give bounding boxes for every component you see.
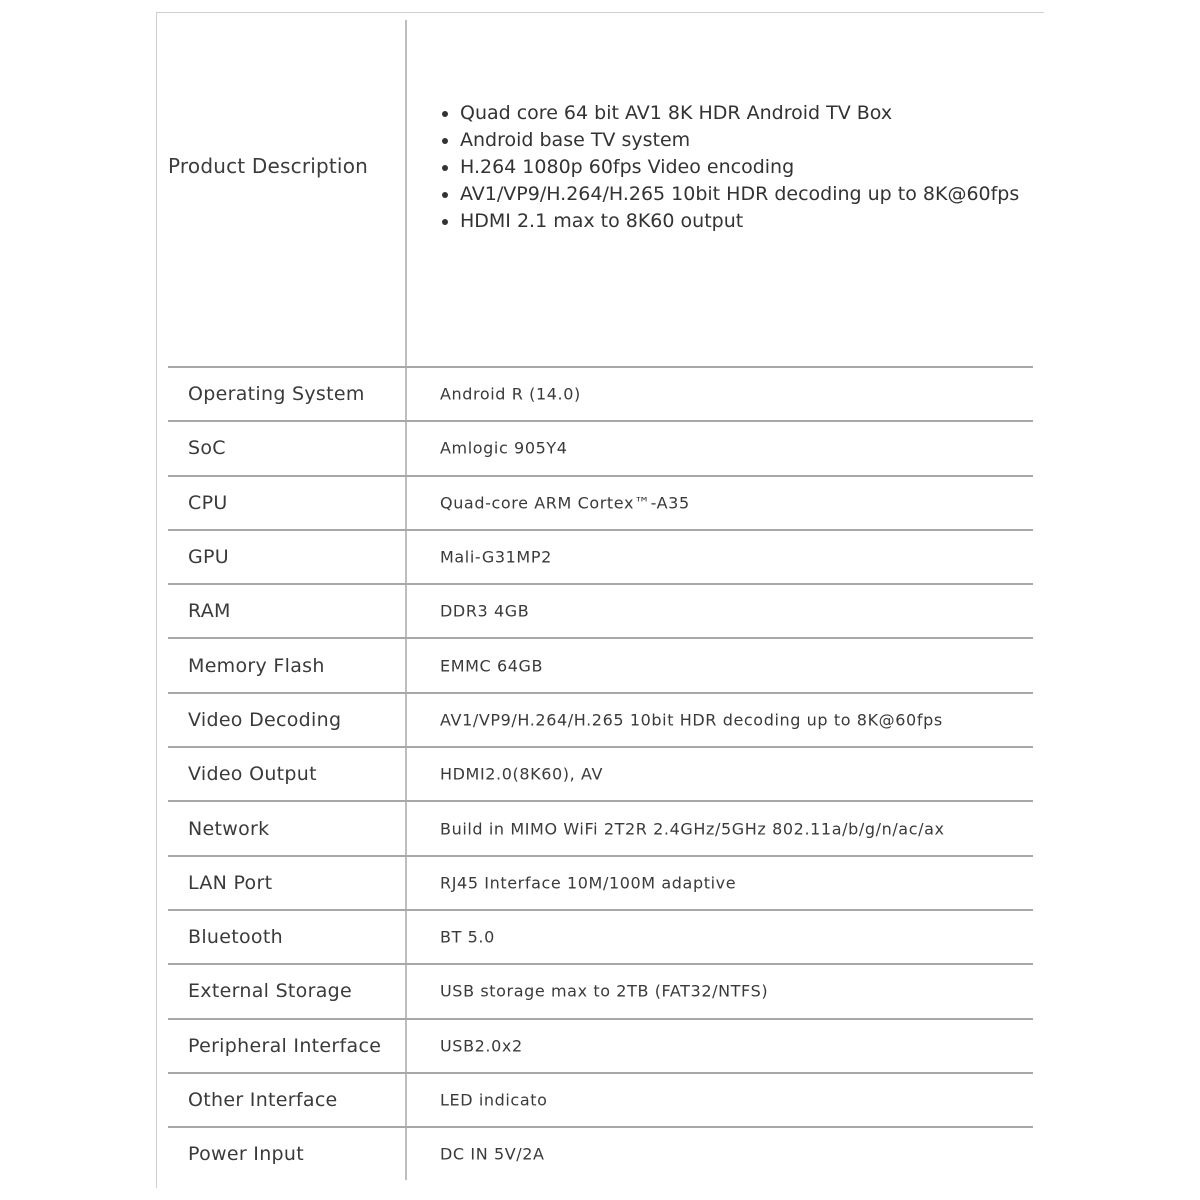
spec-row-network [168,800,1033,854]
description-bullet [440,127,1019,154]
spec-row-gpu [168,529,1033,583]
spec-label: RAM [188,600,231,623]
description-bullet-text: Quad core 64 bit AV1 8K HDR Android TV Box [460,102,893,124]
spec-value: DC IN 5V/2A [440,1144,545,1164]
spec-label: SoC [188,437,226,460]
spec-value: Build in MIMO WiFi 2T2R 2.4GHz/5GHz 802.11a/b/g/n/ac/ax [440,819,945,839]
bullet-icon [442,165,448,171]
spec-value: DDR3 4GB [440,601,530,621]
spec-value: USB storage max to 2TB (FAT32/NTFS) [440,981,769,1001]
spec-value: LED indicato [440,1090,548,1110]
spec-value: Android R (14.0) [440,384,581,404]
table-left-border [156,12,157,1188]
spec-value: Amlogic 905Y4 [440,438,568,458]
spec-row-soc [168,420,1033,474]
spec-label: GPU [188,546,229,569]
spec-row-lan-port [168,855,1033,909]
spec-row-memory-flash [168,637,1033,691]
description-bullet [440,208,1019,235]
spec-row-ram [168,583,1033,637]
description-bullet-text: Android base TV system [460,129,691,151]
spec-label: External Storage [188,980,353,1003]
spec-row-other-interface [168,1072,1033,1126]
spec-label: Other Interface [188,1089,338,1111]
spec-value: Mali-G31MP2 [440,547,552,567]
spec-label: Bluetooth [188,926,283,949]
spec-row-external-storage [168,963,1033,1017]
description-bullet-text: H.264 1080p 60fps Video encoding [460,156,795,178]
description-bullet [440,100,1019,127]
spec-row-peripheral-interface [168,1018,1033,1072]
spec-value: HDMI2.0(8K60), AV [440,764,604,784]
description-bullet [440,154,1019,181]
bullet-icon [442,138,448,144]
spec-label: Peripheral Interface [188,1034,382,1057]
spec-label: Operating System [188,383,365,406]
description-bullet [440,181,1019,208]
spec-label: Video Decoding [188,708,342,731]
spec-row-power-input [168,1126,1033,1180]
spec-value: Quad-core ARM Cortex™-A35 [440,493,690,513]
spec-value: RJ45 Interface 10M/100M adaptive [440,873,737,893]
description-bullet-text: HDMI 2.1 max to 8K60 output [460,210,744,232]
bullet-icon [442,111,448,117]
spec-value: USB2.0x2 [440,1036,523,1056]
spec-label: Video Output [188,763,317,786]
spec-table [168,366,1033,1180]
spec-label: Network [188,817,270,840]
spec-value: BT 5.0 [440,927,495,947]
bullet-icon [442,192,448,198]
spec-label: LAN Port [188,871,273,894]
spec-label: Memory Flash [188,654,325,677]
spec-row-cpu [168,475,1033,529]
spec-value: EMMC 64GB [440,656,544,676]
description-bullet-text: AV1/VP9/H.264/H.265 10bit HDR decoding up to 8K@60fps [460,183,1020,205]
spec-row-video-output [168,746,1033,800]
spec-row-operating-system [168,366,1033,420]
product-description-list [440,100,1019,235]
spec-label: CPU [188,491,228,514]
spec-row-bluetooth [168,909,1033,963]
spec-value: AV1/VP9/H.264/H.265 10bit HDR decoding up to 8K@60fps [440,710,943,730]
table-top-border [156,12,1044,13]
bullet-icon [442,219,448,225]
spec-label: Power Input [188,1143,304,1166]
spec-row-video-decoding [168,692,1033,746]
product-description-label: Product Description [168,154,369,178]
